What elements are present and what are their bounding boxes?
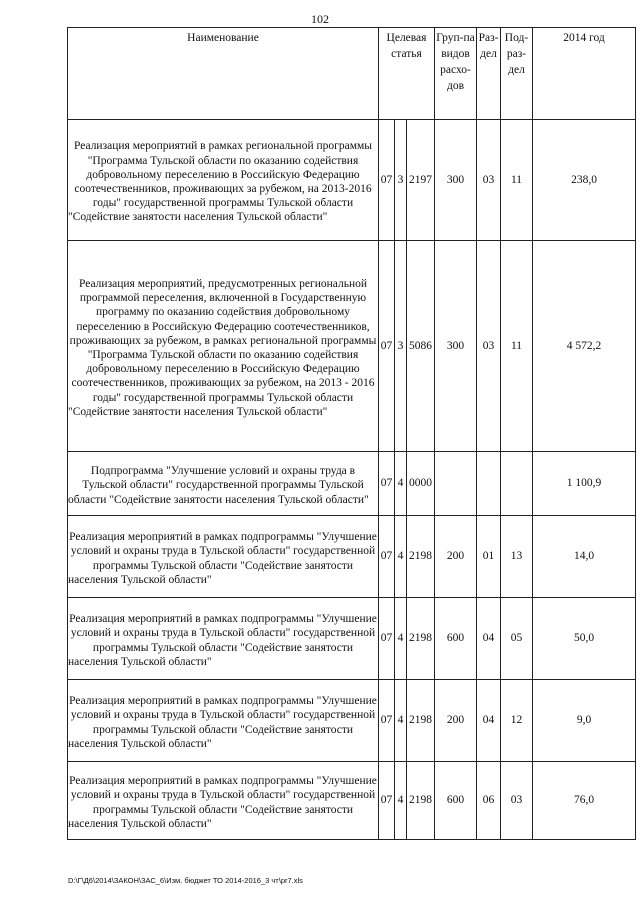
subsection-cell: 05 xyxy=(501,598,533,680)
target-article-part2: 4 xyxy=(395,680,407,762)
row-name-cell xyxy=(68,762,379,840)
table-row xyxy=(68,241,636,452)
expense-group-cell: 200 xyxy=(435,516,477,598)
row-name-text: Реализация мероприятий, предусмотренных региональной программой переселения, включенной в Государственную программу по оказанию содействия добровольному переселению в Российскую Федерацию соотечественников, проживающих за рубежом, в рамках региональной программы "Программа Тульской области по оказанию содействия добровольному переселению в Российскую Федерацию соотечественников, проживающих за рубежом, на 2013 - 2016 годы" государственной программы Тульской области "Содействие занятости населения Тульской области" xyxy=(68,277,377,418)
row-name-cell xyxy=(68,120,379,241)
row-name-text: Реализация мероприятий в рамках подпрограммы "Улучшение условий и охраны труда в Тульской области" государственной программы Тульской области "Содействие занятости населения Тульской области" xyxy=(68,531,377,586)
row-name-text: Реализация мероприятий в рамках подпрограммы "Улучшение условий и охраны труда в Тульской области" государственной программы Тульской области "Содействие занятости населения Тульской области" xyxy=(68,775,377,830)
target-article-part1: 07 xyxy=(379,680,395,762)
header-section: Раз-дел xyxy=(477,28,501,120)
amount-cell: 14,0 xyxy=(533,516,636,598)
row-name-text: Реализация мероприятий в рамках подпрограммы "Улучшение условий и охраны труда в Тульской области" государственной программы Тульской области "Содействие занятости населения Тульской области" xyxy=(68,613,377,668)
section-cell: 03 xyxy=(477,241,501,452)
target-article-part2: 3 xyxy=(395,241,407,452)
amount-cell: 238,0 xyxy=(533,120,636,241)
amount-cell: 9,0 xyxy=(533,680,636,762)
section-cell: 03 xyxy=(477,120,501,241)
header-name: Наименование xyxy=(68,28,379,120)
budget-table xyxy=(67,27,636,840)
subsection-cell: 12 xyxy=(501,680,533,762)
table-row xyxy=(68,598,636,680)
table-row xyxy=(68,762,636,840)
amount-cell: 4 572,2 xyxy=(533,241,636,452)
section-cell: 06 xyxy=(477,762,501,840)
target-article-part3: 2198 xyxy=(407,598,435,680)
expense-group-cell: 600 xyxy=(435,598,477,680)
expense-group-cell: 200 xyxy=(435,680,477,762)
row-name-cell xyxy=(68,516,379,598)
header-year: 2014 год xyxy=(533,28,636,120)
target-article-part3: 5086 xyxy=(407,241,435,452)
section-cell: 04 xyxy=(477,598,501,680)
row-name-cell xyxy=(68,680,379,762)
target-article-part1: 07 xyxy=(379,598,395,680)
target-article-part1: 07 xyxy=(379,516,395,598)
section-cell: 04 xyxy=(477,680,501,762)
subsection-cell: 11 xyxy=(501,241,533,452)
table-row xyxy=(68,452,636,516)
target-article-part2: 3 xyxy=(395,120,407,241)
expense-group-cell: 300 xyxy=(435,241,477,452)
section-cell xyxy=(477,452,501,516)
row-name-cell xyxy=(68,241,379,452)
table-header-row xyxy=(68,28,636,120)
page-number: 102 xyxy=(311,12,329,26)
section-cell: 01 xyxy=(477,516,501,598)
row-name-cell xyxy=(68,452,379,516)
target-article-part3: 0000 xyxy=(407,452,435,516)
table-row xyxy=(68,516,636,598)
header-target-article: Целевая статья xyxy=(379,28,435,120)
row-name-text: Подпрограмма "Улучшение условий и охраны труда в Тульской области" государственной программы Тульской области "Содействие занятости населения Тульской области" xyxy=(68,465,369,506)
header-subsection: Под-раз-дел xyxy=(501,28,533,120)
row-name-text: Реализация мероприятий в рамках региональной программы "Программа Тульской области по оказанию содействия добровольному переселению в Российскую Федерацию соотечественников, проживающих за рубежом, на 2013-2016 годы" государственной программы Тульской области "Содействие занятости населения Тульской области" xyxy=(68,140,372,224)
target-article-part3: 2198 xyxy=(407,680,435,762)
row-name-cell xyxy=(68,598,379,680)
amount-cell: 1 100,9 xyxy=(533,452,636,516)
table-row xyxy=(68,120,636,241)
subsection-cell: 11 xyxy=(501,120,533,241)
target-article-part2: 4 xyxy=(395,762,407,840)
expense-group-cell: 600 xyxy=(435,762,477,840)
expense-group-cell: 300 xyxy=(435,120,477,241)
subsection-cell: 03 xyxy=(501,762,533,840)
target-article-part1: 07 xyxy=(379,241,395,452)
target-article-part2: 4 xyxy=(395,516,407,598)
target-article-part3: 2198 xyxy=(407,762,435,840)
target-article-part1: 07 xyxy=(379,120,395,241)
subsection-cell xyxy=(501,452,533,516)
amount-cell: 76,0 xyxy=(533,762,636,840)
target-article-part3: 2198 xyxy=(407,516,435,598)
target-article-part2: 4 xyxy=(395,598,407,680)
file-path-footer: D:\Г\Д6\2014\ЗАКОН\ЗАС_6\Изм. бюджет ТО 2014-2016_3 чт\pr7.xls xyxy=(68,876,303,885)
expense-group-cell xyxy=(435,452,477,516)
header-expense-group: Груп-па видов расхо-дов xyxy=(435,28,477,120)
target-article-part1: 07 xyxy=(379,452,395,516)
amount-cell: 50,0 xyxy=(533,598,636,680)
target-article-part3: 2197 xyxy=(407,120,435,241)
target-article-part2: 4 xyxy=(395,452,407,516)
target-article-part1: 07 xyxy=(379,762,395,840)
subsection-cell: 13 xyxy=(501,516,533,598)
row-name-text: Реализация мероприятий в рамках подпрограммы "Улучшение условий и охраны труда в Тульской области" государственной программы Тульской области "Содействие занятости населения Тульской области" xyxy=(68,695,377,750)
table-row xyxy=(68,680,636,762)
